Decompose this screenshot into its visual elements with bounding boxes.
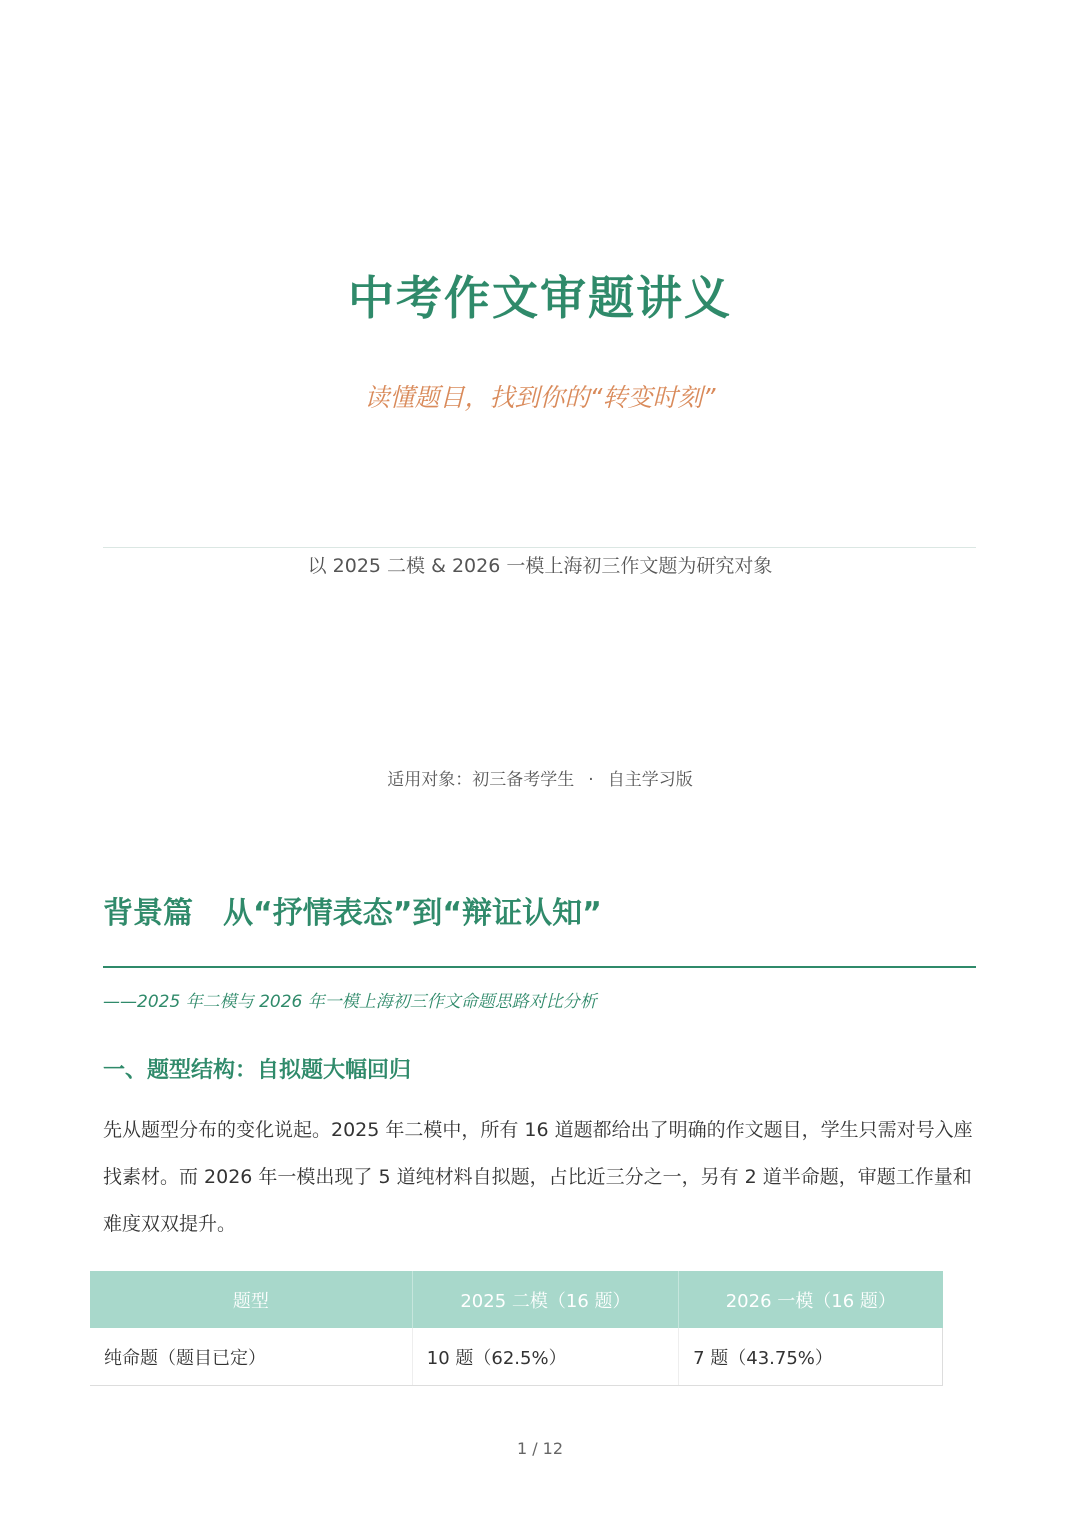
table-header-row (90, 1271, 943, 1328)
question-type-table (90, 1271, 943, 1386)
section-heading-label: 背景篇 (103, 896, 193, 931)
body-paragraph: 先从题型分布的变化说起。2025 年二模中，所有 16 道题都给出了明确的作文题目，学生只需对号入座找素材。而 2026 年一模出现了 5 道纯材料自拟题，占比近三分之一，另有 2 道半命题，审题工作量和难度双双提升。 (103, 1119, 973, 1235)
table-cell: 10 题（62.5%） (412, 1328, 678, 1386)
audience-label: 适用对象：初三备考学生 (387, 770, 575, 790)
table-header-cell: 2025 二模（16 题） (412, 1271, 678, 1328)
section-heading-title: 从“抒情表态”到“辩证认知” (223, 896, 602, 931)
section-divider (103, 966, 976, 968)
edition-label: 自主学习版 (607, 770, 693, 790)
cover-divider (103, 547, 976, 548)
section-subheading: ——2025 年二模与 2026 年一模上海初三作文命题思路对比分析 (103, 992, 597, 1012)
research-scope-line: 以 2025 二模 & 2026 一模上海初三作文题为研究对象 (307, 555, 773, 577)
document-subtitle: 读懂题目，找到你的“转变时刻” (364, 383, 716, 412)
audience-separator: · (588, 770, 594, 790)
document-title: 中考作文审题讲义 (348, 271, 732, 325)
table-header-cell: 题型 (90, 1271, 412, 1328)
audience-line (0, 765, 1080, 790)
page-number: 1 / 12 (516, 1439, 564, 1458)
section-heading (103, 888, 602, 932)
table-cell: 纯命题（题目已定） (90, 1328, 412, 1386)
table-row (90, 1328, 943, 1386)
table-cell: 7 题（43.75%） (679, 1328, 943, 1386)
subsection-heading: 一、题型结构：自拟题大幅回归 (103, 1058, 412, 1083)
table-header-cell: 2026 一模（16 题） (679, 1271, 943, 1328)
